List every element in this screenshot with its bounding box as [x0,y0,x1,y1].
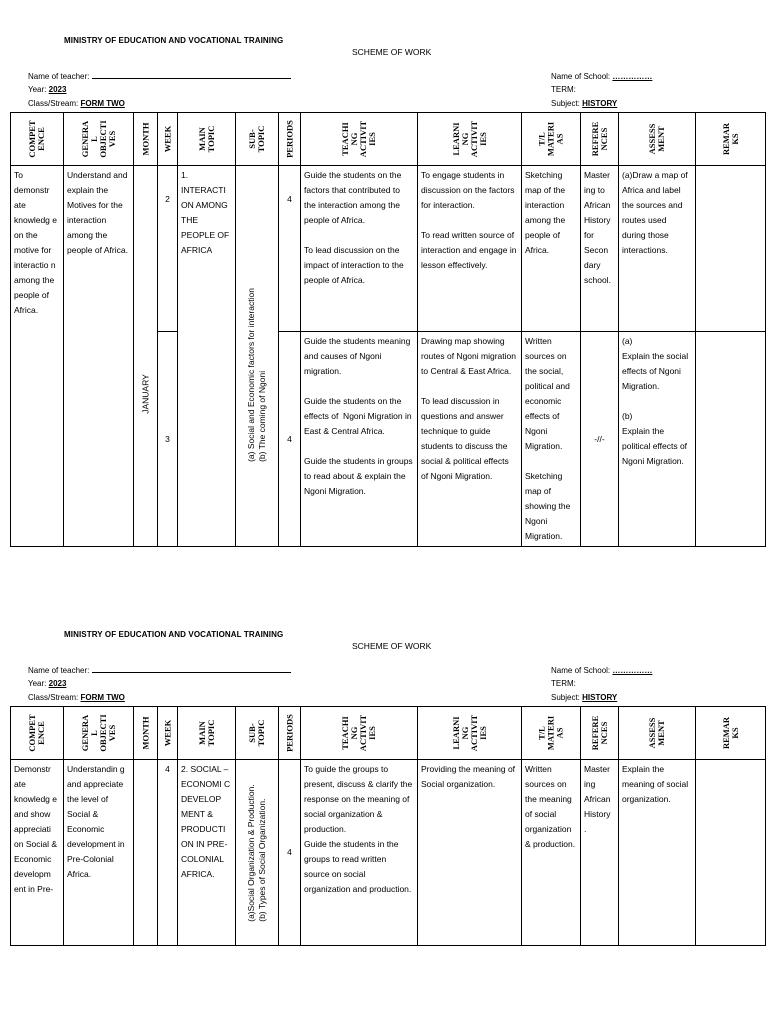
class-value: FORM TWO [80,693,125,702]
year-value: 2023 [48,85,67,94]
year-value: 2023 [48,679,67,688]
references-cell: Master ing to African History for Secon dary school. [581,166,619,332]
subject-label: Subject: [551,99,580,108]
learning-cell: Drawing map showing routes of Ngoni migration to Central & East Africa. To lead discussion in questions and answer technique to guide students to discuss the social & political effects of Ngoni Migration. [418,332,522,547]
school-label: Name of School: [551,666,611,675]
subject-row [551,97,617,110]
header-learning-activities: LEARNI NG ACTIVIT IES [418,113,522,166]
assessment-cell: (a)Draw a map of Africa and label the sources and routes used during those interactions. [619,166,696,332]
teacher-name-line [92,665,291,673]
table-row [11,166,766,332]
class-label: Class/Stream: [28,693,79,702]
class-row [28,691,125,704]
school-row [551,70,652,83]
sub-topic-cell: (a) Social and Economic factors for interaction (b) The coming of Ngoni [236,166,279,547]
header-tl-materials: T/L MATERI AS [522,113,581,166]
teacher-label: Name of teacher: [28,72,90,81]
header-row [11,707,766,760]
periods-cell: 4 [279,760,301,946]
header-week: WEEK [158,707,178,760]
teacher-row [28,664,291,677]
term-row [551,677,576,690]
header-month: MONTH [134,113,158,166]
main-topic-cell: 1. INTERACTI ON AMONG THE PEOPLE OF AFRICA [178,166,236,547]
header-competence: COMPET ENCE [11,707,64,760]
school-value: …………… [612,666,653,675]
scheme-title: SCHEME OF WORK [352,641,432,651]
subject-value: HISTORY [582,99,618,108]
teacher-label: Name of teacher: [28,666,90,675]
header-references: REFERE NCES [581,113,619,166]
subject-row [551,691,617,704]
header-periods: PERIODS [279,113,301,166]
header-assessment: ASSESS MENT [619,707,696,760]
header-main-topic: MAIN TOPIC [178,707,236,760]
ministry-heading: MINISTRY OF EDUCATION AND VOCATIONAL TRAINING [64,36,284,45]
periods-cell: 4 [279,166,301,332]
teaching-cell: To guide the groups to present, discuss & clarify the response on the meaning of social organization & production. Guide the students in the groups to read written source on social organization and production. [301,760,418,946]
header-sub-topic: SUB- TOPIC [236,113,279,166]
header-main-topic: MAIN TOPIC [178,113,236,166]
header-sub-topic: SUB- TOPIC [236,707,279,760]
header-row [11,113,766,166]
references-cell: -//- [581,332,619,547]
scheme-title: SCHEME OF WORK [352,47,432,57]
competence-cell: Demonstr ate knowledg e and show appreciati on Social & Economic developm ent in Pre- [11,760,64,946]
header-teaching-activities: TEACHI NG ACTIVIT IES [301,707,418,760]
school-value: …………… [612,72,653,81]
header-tl-materials: T/L MATERI AS [522,707,581,760]
term-label: TERM: [551,679,576,688]
remarks-cell [696,332,766,547]
header-teaching-activities: TEACHI NG ACTIVIT IES [301,113,418,166]
header-month: MONTH [134,707,158,760]
materials-cell: Written sources on the social, political and economic effects of Ngoni Migration. Sketching map of showing the Ngoni Migration. [522,332,581,547]
learning-cell: To engage students in discussion on the factors for interaction. To read written source of interaction and engage in lesson effectively. [418,166,522,332]
teacher-name-line [92,71,291,79]
class-value: FORM TWO [80,99,125,108]
table-row [11,760,766,946]
scheme-table [10,112,766,547]
year-label: Year: [28,85,47,94]
remarks-cell [696,166,766,332]
remarks-cell [696,760,766,946]
year-row [28,677,66,690]
references-cell: Master ing African History . [581,760,619,946]
subject-value: HISTORY [582,693,618,702]
header-general-objectives: GENERA L OBJECTI VES [64,113,134,166]
month-cell [134,760,158,946]
week-cell: 4 [158,760,178,946]
materials-cell: Sketching map of the interaction among the people of Africa. [522,166,581,332]
objectives-cell: Understandin g and appreciate the level of Social & Economic development in Pre-Colonial Africa. [64,760,134,946]
header-references: REFERE NCES [581,707,619,760]
sub-topic-cell: (a)Social Organization & Production. (b) Types of Social Organization. [236,760,279,946]
teaching-cell: Guide the students on the factors that contributed to the interaction among the people of Africa. To lead discussion on the impact of interaction to the people of Africa. [301,166,418,332]
month-cell: JANUARY [134,166,158,547]
header-remarks: REMAR KS [696,113,766,166]
scheme-table [10,706,766,946]
header-assessment: ASSESS MENT [619,113,696,166]
assessment-cell: Explain the meaning of social organization. [619,760,696,946]
header-week: WEEK [158,113,178,166]
class-row [28,97,125,110]
periods-cell: 4 [279,332,301,547]
term-label: TERM: [551,85,576,94]
header-periods: PERIODS [279,707,301,760]
week-cell: 3 [158,332,178,547]
class-label: Class/Stream: [28,99,79,108]
ministry-heading: MINISTRY OF EDUCATION AND VOCATIONAL TRAINING [64,630,284,639]
year-label: Year: [28,679,47,688]
term-row [551,83,576,96]
school-row [551,664,652,677]
school-label: Name of School: [551,72,611,81]
subject-label: Subject: [551,693,580,702]
header-competence: COMPET ENCE [11,113,64,166]
header-remarks: REMAR KS [696,707,766,760]
main-topic-cell: 2. SOCIAL – ECONOMI C DEVELOP MENT & PRODUCTI ON IN PRE-COLONIAL AFRICA. [178,760,236,946]
assessment-cell: (a) Explain the social effects of Ngoni Migration. (b) Explain the political effects of Ngoni Migration. [619,332,696,547]
header-learning-activities: LEARNI NG ACTIVIT IES [418,707,522,760]
objectives-cell: Understand and explain the Motives for the interaction among the people of Africa. [64,166,134,547]
year-row [28,83,66,96]
teacher-row [28,70,291,83]
competence-cell: To demonstr ate knowledg e on the motive for interactio n among the people of Africa. [11,166,64,547]
week-cell: 2 [158,166,178,332]
learning-cell: Providing the meaning of Social organization. [418,760,522,946]
header-general-objectives: GENERA L OBJECTI VES [64,707,134,760]
teaching-cell: Guide the students meaning and causes of Ngoni migration. Guide the students on the effects of Ngoni Migration in East & Central Africa. Guide the students in groups to read about & explain the Ngoni Migration. [301,332,418,547]
materials-cell: Written sources on the meaning of social organization & production. [522,760,581,946]
